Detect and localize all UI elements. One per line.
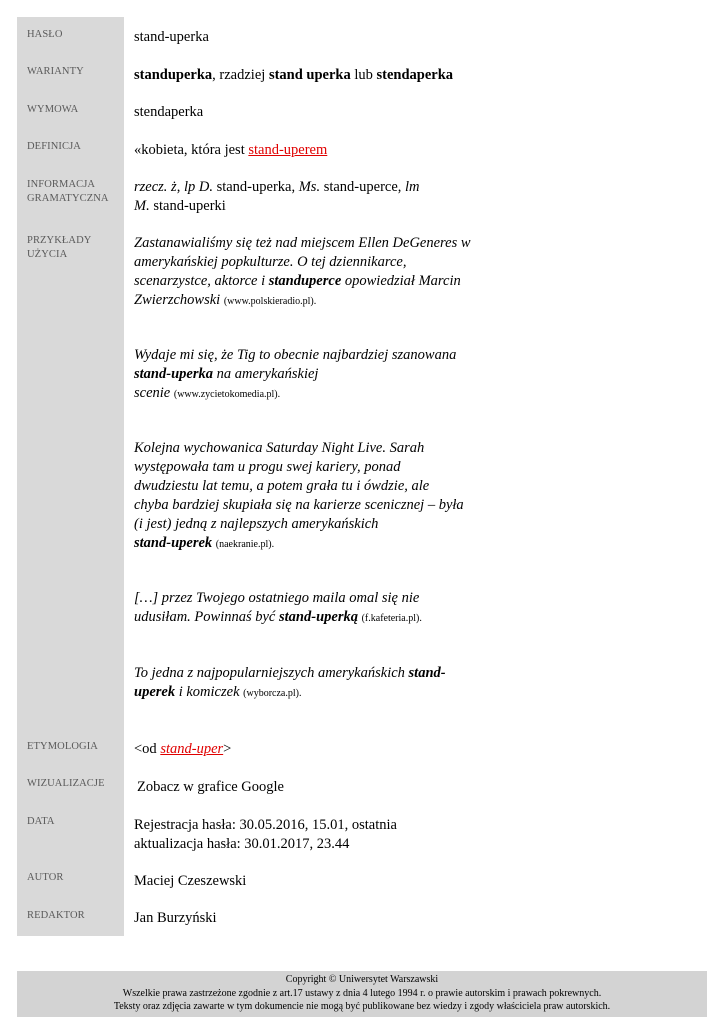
variant-separator: lub — [350, 67, 377, 83]
grammar-abbr: rzecz. ż — [134, 179, 177, 195]
label-informacja-gramatyczna — [27, 178, 122, 206]
label-line: PRZYKŁADY — [27, 235, 92, 246]
date-line: Rejestracja hasła: 30.05.2016, 15.01, ostatnia — [134, 817, 397, 833]
example-keyword: uperek — [134, 684, 176, 700]
usage-example — [134, 234, 474, 311]
label-line: INFORMACJA — [27, 179, 96, 190]
variant: standuperka — [134, 67, 213, 83]
grammar-abbr: Ms. — [298, 179, 321, 195]
example-line: (i jest) jedną z najlepszych amerykańskich — [134, 516, 379, 532]
etymology-link[interactable]: stand-uper — [160, 741, 224, 757]
footer-line: Copyright © Uniwersytet Warszawski — [285, 974, 439, 985]
example-end: . — [313, 296, 317, 307]
example-text: scenarzystce, aktorce i — [134, 273, 269, 289]
example-keyword: stand-uperką — [279, 609, 358, 625]
label-redaktor: REDAKTOR — [27, 910, 85, 921]
label-haslo: HASŁO — [27, 29, 63, 40]
example-source: (www.zycietokomedia.pl) — [173, 389, 278, 400]
example-source: (www.polskieradio.pl) — [223, 296, 314, 307]
grammar-text: stand-uperki — [149, 198, 226, 214]
example-line — [134, 291, 474, 311]
etymology-text: <od — [134, 741, 161, 757]
example-end: . — [277, 389, 281, 400]
example-keyword: stand-uperek — [134, 535, 213, 551]
example-text: scenie — [134, 385, 171, 401]
example-line: […] przez Twojego ostatniego maila omal się nie — [134, 590, 420, 606]
usage-example — [134, 346, 474, 404]
grammar-abbr: lp D. — [183, 179, 213, 195]
etymology-text: > — [223, 741, 232, 757]
example-line — [134, 534, 474, 554]
entry-author: Maciej Czeszewski — [134, 873, 247, 889]
label-line: GRAMATYCZNA — [27, 193, 109, 204]
google-images-link[interactable]: Zobacz w grafice Google — [137, 779, 284, 795]
example-source: (naekranie.pl) — [215, 539, 272, 550]
label-etymologia: ETYMOLOGIA — [27, 741, 98, 752]
example-line — [134, 272, 474, 291]
grammar-text: stand-uperka, — [212, 179, 299, 195]
label-definicja: DEFINICJA — [27, 141, 81, 152]
definition-link[interactable]: stand-uperem — [248, 142, 328, 158]
usage-example — [134, 664, 474, 703]
footer-line: Teksty oraz zdjęcia zawarte w tym dokumencie nie mogą być publikowane bez wiedzy i zgody właściciela praw autorskich. — [113, 1001, 611, 1012]
entry-grammar — [134, 178, 434, 216]
entry-etymology — [134, 740, 474, 759]
label-wizualizacje: WIZUALIZACJE — [27, 778, 105, 789]
example-line: Zastanawialiśmy się też nad miejscem Ellen DeGeneres w — [134, 235, 471, 251]
example-end: . — [298, 688, 302, 699]
entry-definition — [134, 141, 474, 160]
entry-editor: Jan Burzyński — [134, 910, 217, 926]
example-source: (f.kafeteria.pl) — [361, 613, 420, 624]
example-line: chyba bardziej skupiała się na karierze scenicznej – była — [134, 497, 464, 513]
example-text: opowiedział Marcin — [341, 273, 461, 289]
example-keyword: standuperce — [268, 273, 342, 289]
entry-pronunciation: stendaperka — [134, 104, 204, 120]
example-text: Zwierzchowski — [134, 292, 221, 308]
example-text: na amerykańskiej — [212, 366, 319, 382]
variant: stand uperka — [268, 67, 351, 83]
label-data: DATA — [27, 816, 55, 827]
usage-example — [134, 589, 474, 628]
example-end: . — [419, 613, 422, 624]
entry-headword: stand-uperka — [134, 29, 209, 45]
example-line — [134, 384, 474, 404]
grammar-text: stand-uperce, — [320, 179, 406, 195]
copyright-footer — [17, 971, 707, 1017]
label-autor: AUTOR — [27, 872, 64, 883]
example-keyword: stand- — [408, 665, 446, 681]
example-line: Wydaje mi się, że Tig to obecnie najbardziej szanowana — [134, 347, 457, 363]
example-text: To jedna z najpopularniejszych amerykańskich — [134, 665, 409, 681]
example-source: (wyborcza.pl) — [243, 688, 299, 699]
label-wymowa: WYMOWA — [27, 104, 79, 115]
grammar-abbr: M. — [134, 198, 150, 214]
label-line: UŻYCIA — [27, 249, 68, 260]
example-line — [134, 365, 474, 384]
date-line: aktualizacja hasła: 30.01.2017, 23.44 — [134, 836, 350, 852]
definition-text: «kobieta, która jest — [134, 142, 249, 158]
example-text: i komiczek — [175, 684, 240, 700]
variant-separator: , rzadziej — [212, 67, 269, 83]
usage-example — [134, 439, 474, 554]
entry-variants — [134, 66, 474, 85]
entry-dates — [134, 816, 474, 854]
footer-line: Wszelkie prawa zastrzeżone zgodnie z art.17 ustawy z dnia 4 lutego 1994 r. o prawie autorskim i prawach pokrewnych. — [122, 987, 602, 999]
example-text: udusiłam. Powinnaś być — [134, 609, 279, 625]
label-sidebar — [17, 17, 124, 936]
example-line — [134, 664, 474, 683]
grammar-abbr: lm — [405, 179, 420, 195]
grammar-text: , — [176, 179, 184, 195]
example-keyword: stand-uperka — [134, 366, 213, 382]
example-line: Kolejna wychowanica Saturday Night Live. Sarah — [134, 440, 425, 456]
example-line: występowała tam u progu swej kariery, ponad — [134, 459, 401, 475]
label-warianty: WARIANTY — [27, 66, 84, 77]
example-line: amerykańskiej popkulturze. O tej dziennikarce, — [134, 254, 407, 270]
example-line — [134, 683, 474, 703]
example-line — [134, 608, 474, 628]
example-line: dwudziestu lat temu, a potem grała tu i ówdzie, ale — [134, 478, 430, 494]
variant: stendaperka — [376, 67, 454, 83]
label-przyklady-uzycia — [27, 234, 122, 262]
example-end: . — [271, 539, 275, 550]
